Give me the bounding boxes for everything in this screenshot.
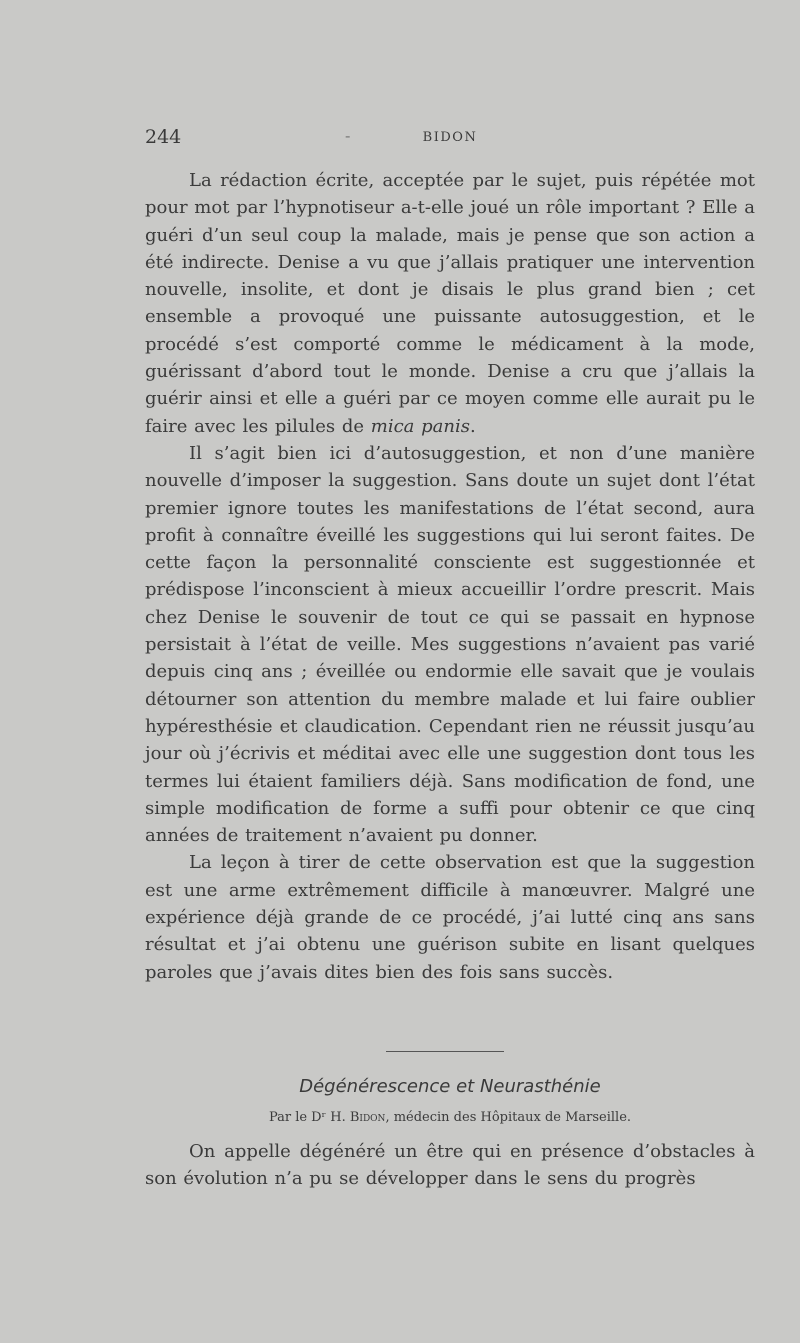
byline-prefix: Par le Dʳ H.: [268, 1110, 350, 1125]
section-byline: [145, 1110, 755, 1125]
paragraph-1-text: La rédaction écrite, acceptée par le sujet, puis répétée mot pour mot par l’hypnotiseur a-t-elle joué un rôle important ? Elle a guéri d’un seul coup la malade, mais je pense que son action a été indirecte. Denise a vu que j’allais pratiquer une intervention nouvelle, insolite, et dont je disais le plus grand bien ; cet ensemble a provoqué une puissante autosuggestion, et le procédé s’est comporté comme le médicament à la mode, guérissant d’abord tout le monde. Denise a cru que j’allais la guérir ainsi et elle a guéri par ce moyen comme elle aurait pu le faire avec les pilules de: [145, 170, 755, 437]
section-title: Dégénérescence et Neurasthénie: [299, 1076, 601, 1097]
paragraph-2: Il s’agit bien ici d’autosuggestion, et non d’une manière nouvelle d’imposer la suggestion. Sans doute un sujet dont l’état premier ignore toutes les manifestations de l’état second, aura profit à connaître éveillé les suggestions qui lui seront faites. De cette façon la personnalité consciente est suggestionnée et prédispose l’inconscient à mieux accueillir l’ordre prescrit. Mais chez Denise le souvenir de tout ce qui se passait en hypnose persistait à l’état de veille. Mes suggestions n’avaient pas varié depuis cinq ans ; éveillée ou endormie elle savait que je voulais détourner son attention du membre malade et lui faire oublier hypéresthésie et claudication. Cependant rien ne réussit jusqu’au jour où j’écrivis et méditai avec elle une suggestion dont tous les termes lui étaient familiers déjà. Sans modification de fond, une simple modification de forme a suffi pour obtenir ce que cinq années de traitement n’avaient pu donner.: [145, 442, 755, 847]
byline-author: Bidon: [349, 1110, 386, 1125]
page-header: [145, 126, 755, 150]
main-text: [145, 167, 755, 986]
section-text: [145, 1138, 755, 1193]
header-dash: -: [345, 126, 351, 145]
running-title: BIDON: [422, 130, 478, 145]
paragraph-1-end: .: [469, 415, 476, 437]
paragraph-1: [145, 167, 755, 440]
paragraph-3: La leçon à tirer de cette observation est que la suggestion est une arme extrêmement difficile à manœuvrer. Malgré une expérience déjà grande de ce procédé, j’ai lutté cinq ans sans résultat et j’ai obtenu une guérison subite en lisant quelques paroles que j’avais dites bien des fois sans succès.: [145, 852, 755, 983]
paragraph-4: On appelle dégénéré un être qui en présence d’obstacles à son évolution n’a pu se développer dans le sens du progrès: [145, 1141, 755, 1190]
paragraph-1-italic: mica panis: [370, 415, 470, 437]
byline-suffix: , médecin des Hôpitaux de Marseille.: [385, 1110, 632, 1125]
page-number: 244: [145, 126, 182, 148]
section-divider: [386, 1051, 504, 1052]
